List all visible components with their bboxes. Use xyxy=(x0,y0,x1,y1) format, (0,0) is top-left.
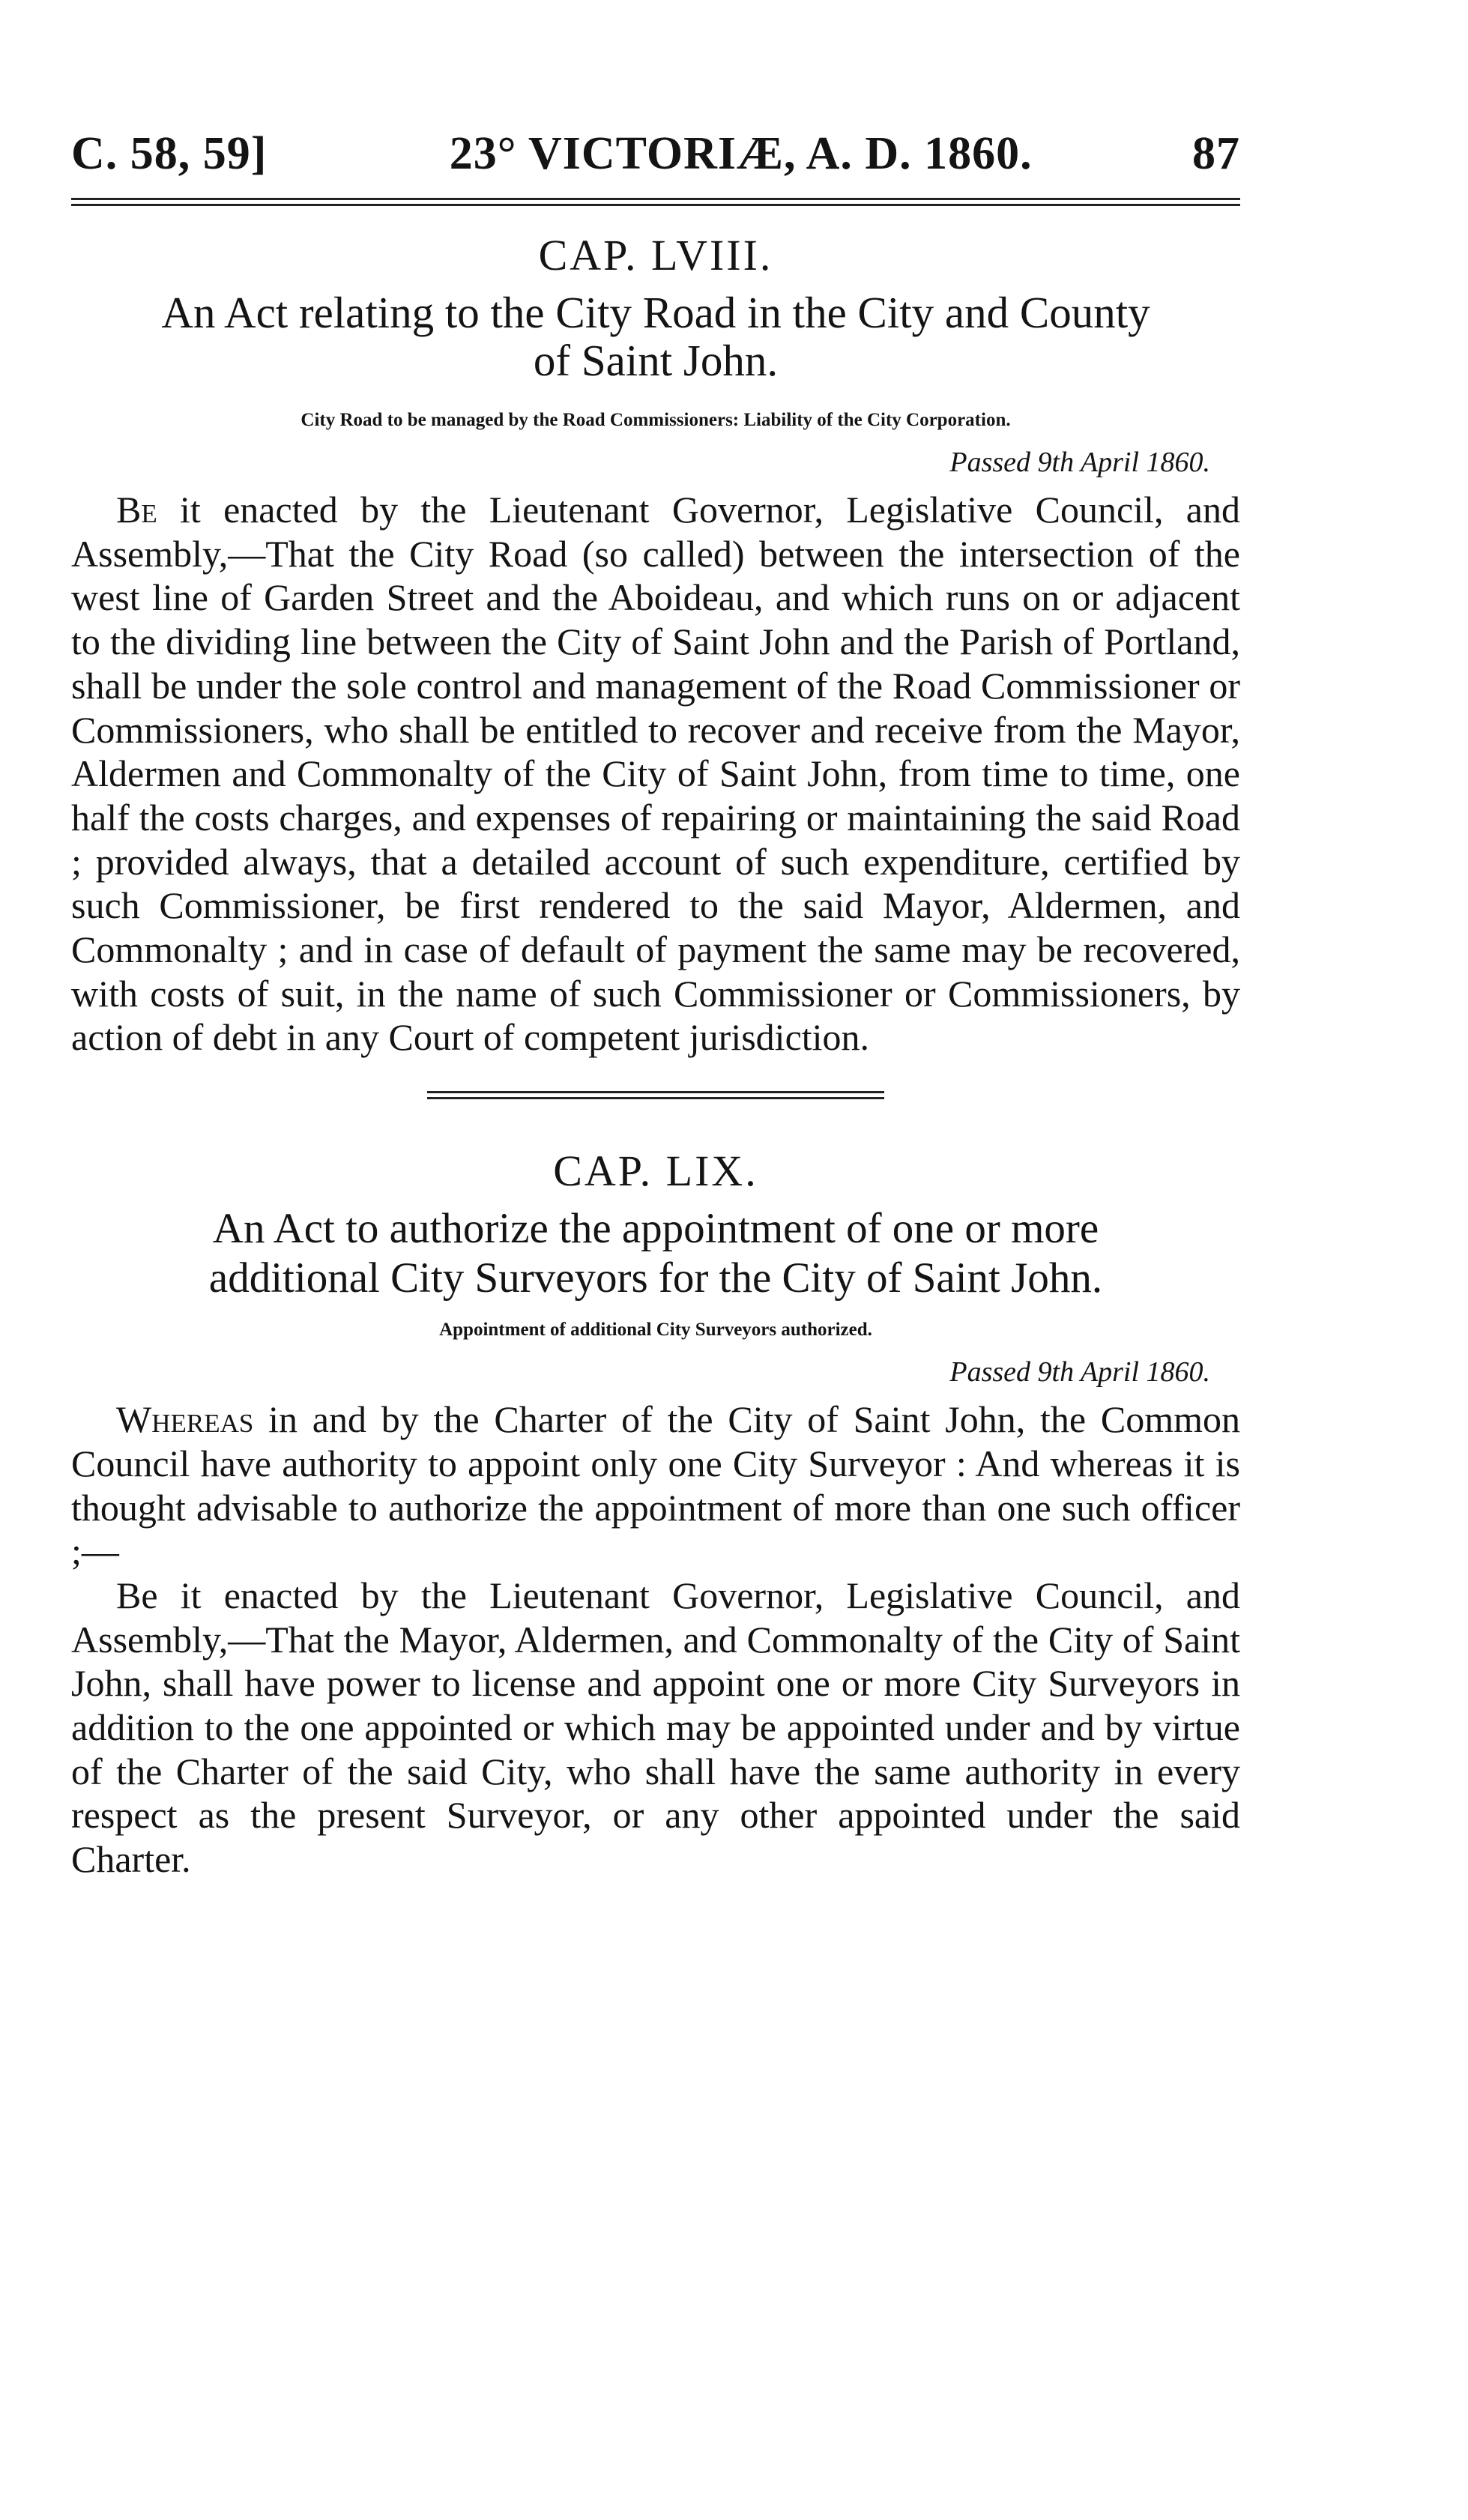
chapter-reference: C. 58, 59] xyxy=(71,128,268,179)
section-divider xyxy=(427,1091,884,1099)
paragraph-lead: Be xyxy=(116,489,157,531)
marginal-note: City Road to be managed by the Road Commissioners: Liability of the City Corporation. xyxy=(300,410,1011,430)
statute-page xyxy=(71,127,1240,1882)
chapter-heading: CAP. LVIII. xyxy=(538,231,773,280)
header-rule xyxy=(71,198,1240,206)
marginal-note: Appointment of additional City Surveyors authorized. xyxy=(439,1320,872,1341)
act-title-line: additional City Surveyors for the City of Saint John. xyxy=(208,1254,1103,1302)
enacting-paragraph xyxy=(71,488,1240,1060)
chapter-heading: CAP. LIX. xyxy=(553,1146,758,1196)
act-title-line: An Act relating to the City Road in the City and County xyxy=(161,288,1150,337)
act-title-line: of Saint John. xyxy=(533,336,779,385)
chapter-59 xyxy=(71,1146,1240,1882)
paragraph-text: in and by the Charter of the City of Saint John, the Common Council have authority to appoint only one City Surveyor : And whereas it is thought advisable to authorize the appointment of more than one such officer ;— xyxy=(71,1398,1240,1573)
paragraph-text: it enacted by the Lieutenant Governor, Legislative Council, and Assembly,—That the City Road (so called) between the intersection of the west line of Garden Street and the Aboideau, and which runs on or adjacent to the dividing line between the City of Saint John and the Parish of Portland, shall be under the sole control and management of the Road Commissioner or Commissioners, who shall be entitled to recover and receive from the Mayor, Aldermen and Commonalty of the City of Saint John, from time to time, one half the costs charges, and expenses of repairing or maintaining the said Road ; provided always, that a detailed account of such expenditure, certified by such Commissioner, be first rendered to the said Mayor, Aldermen, and Commonalty ; and in case of default of payment the same may be recovered, with costs of suit, in the name of such Commissioner or Commissioners, by action of debt in any Court of competent jurisdiction. xyxy=(71,489,1240,1059)
preamble-paragraph xyxy=(71,1398,1240,1574)
act-title xyxy=(71,1204,1240,1303)
chapter-58 xyxy=(71,230,1240,1060)
page-number: 87 xyxy=(1192,128,1240,179)
enacting-paragraph: Be it enacted by the Lieutenant Governor, Legislative Council, and Assembly,—That the Mayor, Aldermen, and Commonalty of the City of Saint John, shall have power to license and appoint one or more City Surveyors in addition to the one appointed or which may be appointed under and by virtue of the Charter of the said City, who shall have the same authority in every respect as the present Surveyor, or any other appointed under the said Charter. xyxy=(71,1574,1240,1881)
running-head xyxy=(71,127,1240,187)
act-body xyxy=(71,1398,1240,1882)
regnal-year: 23° VICTORIÆ, A. D. 1860. xyxy=(449,128,1033,179)
passed-date: Passed 9th April 1860. xyxy=(949,447,1210,478)
paragraph-lead: Whereas xyxy=(116,1398,254,1441)
act-title-line: An Act to authorize the appointment of one or more xyxy=(212,1205,1099,1253)
act-body xyxy=(71,488,1240,1060)
passed-date: Passed 9th April 1860. xyxy=(949,1356,1210,1389)
act-title xyxy=(71,288,1240,384)
